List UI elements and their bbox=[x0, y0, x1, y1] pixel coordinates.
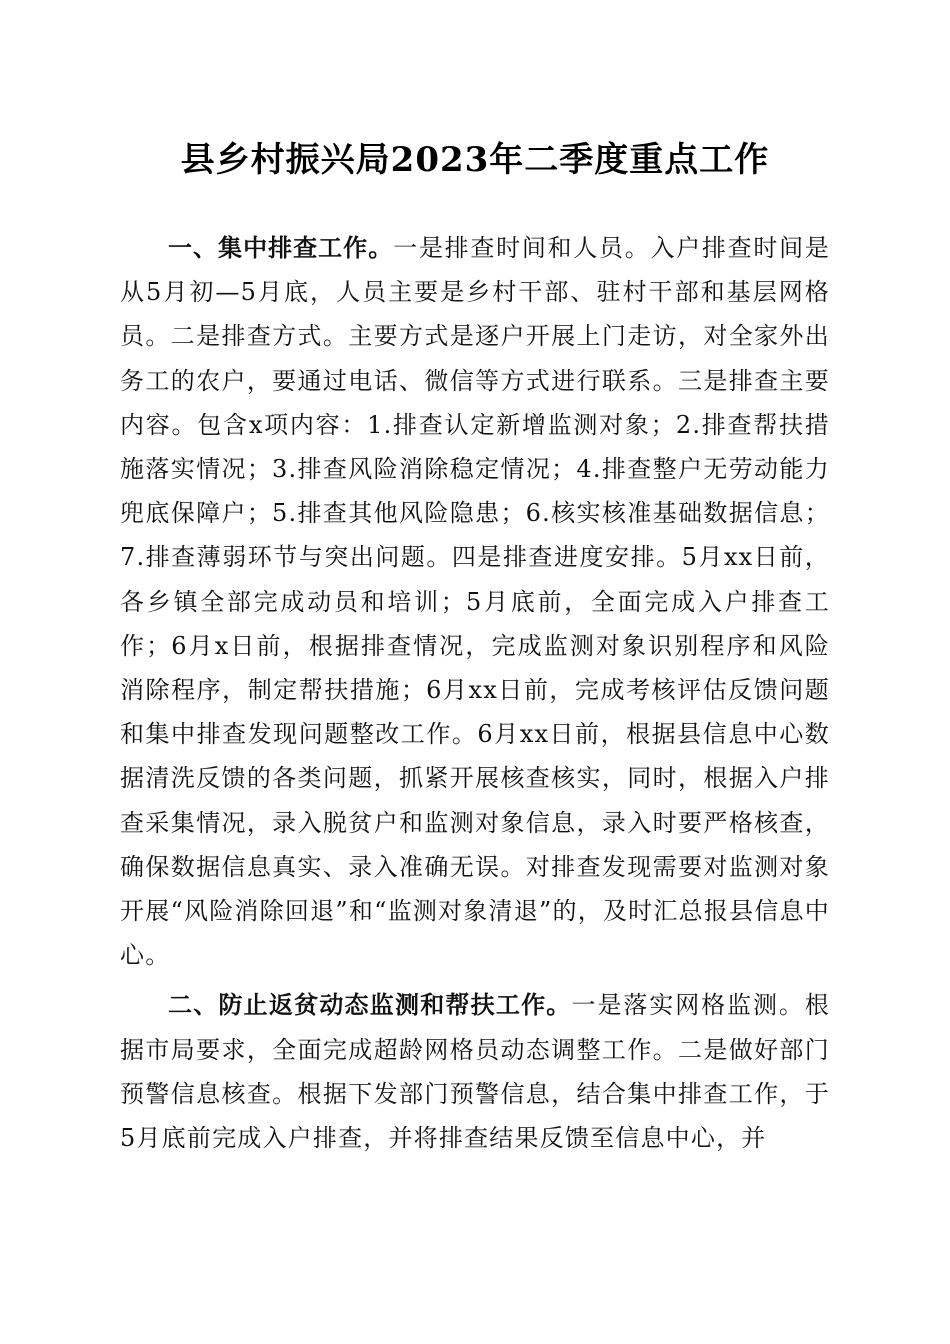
section-text-1: 一是排查时间和人员。入户排查时间是从5月初—5月底，人员主要是乡村干部、驻村干部和基层网格员。二是排查方式。主要方式是逐户开展上门走访，对全家外出务工的农户，要通过电话、微信等方式进行联系。三是排查主要内容。包含x项内容：1.排查认定新增监测对象；2.排查帮扶措施落实情况；3.排查风险消除稳定情况；4.排查整户无劳动能力兜底保障户；5.排查其他风险隐患；6.核实核准基础数据信息；7.排查薄弱环节与突出问题。四是排查进度安排。5月xx日前，各乡镇全部完成动员和培训；5月底前，全面完成入户排查工作；6月x日前，根据排查情况，完成监测对象识别程序和风险消除程序，制定帮扶措施；6月xx日前，完成考核评估反馈问题和集中排查发现问题整改工作。6月xx日前，根据县信息中心数据清洗反馈的各类问题，抓紧开展核查核实，同时，根据入户排查采集情况，录入脱贫户和监测对象信息，录入时要严格核查，确保数据信息真实、录入准确无误。对排查发现需要对监测对象开展“风险消除回退”和“监测对象清退”的，及时汇总报县信息中心。 bbox=[120, 234, 830, 970]
section-heading-2: 二、防止返贫动态监测和帮扶工作。 bbox=[168, 991, 572, 1020]
section-heading-1: 一、集中排查工作。 bbox=[168, 234, 394, 262]
section-paragraph-1 bbox=[120, 226, 830, 977]
document-body bbox=[120, 226, 830, 1166]
section-paragraph-2 bbox=[120, 983, 830, 1160]
document-title: 县乡村振兴局2023年二季度重点工作 bbox=[180, 140, 770, 180]
section-text-2: 一是落实网格监测。根据市局要求，全面完成超龄网格员动态调整工作。二是做好部门预警信息核查。根据下发部门预警信息，结合集中排查工作，于5月底前完成入户排查，并将排查结果反馈至信息中心，并 bbox=[120, 991, 831, 1153]
